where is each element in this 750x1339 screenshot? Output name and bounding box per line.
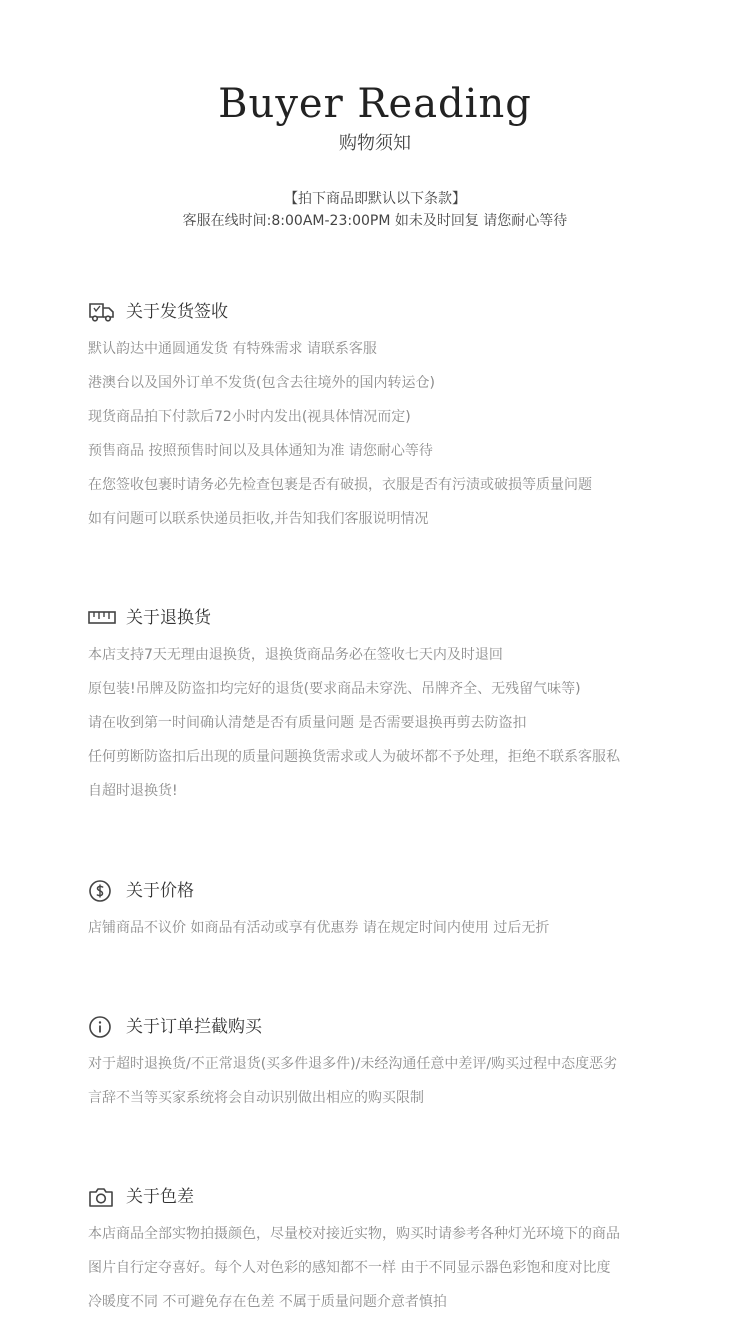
section-price <box>88 877 688 945</box>
section-line: 店铺商品不议价 如商品有活动或享有优惠券 请在规定时间内使用 过后无折 <box>88 920 550 936</box>
section-line: 请在收到第一时间确认清楚是否有质量问题 是否需要退换再剪去防盗扣 <box>88 715 527 731</box>
section-title: 关于价格 <box>126 881 194 901</box>
service-hours-line: 客服在线时间:8:00AM-23:00PM 如未及时回复 请您耐心等待 <box>182 213 568 229</box>
info-icon <box>88 1015 116 1039</box>
section-line: 自超时退换货! <box>88 783 178 799</box>
section-line: 预售商品 按照预售时间以及具体通知为准 请您耐心等待 <box>88 443 433 459</box>
section-order-restriction <box>88 1013 688 1115</box>
section-header <box>88 1013 688 1041</box>
section-title: 关于订单拦截购买 <box>126 1017 262 1037</box>
section-line: 任何剪断防盗扣后出现的质量问题换货需求或人为破坏都不予处理，拒绝不联系客服私 <box>88 749 620 765</box>
section-line: 本店商品全部实物拍摄颜色，尽量校对接近实物，购买时请参考各种灯光环境下的商品 <box>88 1226 620 1242</box>
section-line: 对于超时退换货/不正常退货(买多件退多件)/未经沟通任意中差评/购买过程中态度恶劣 <box>88 1056 618 1072</box>
section-line: 原包装!吊牌及防盗扣均完好的退货(要求商品未穿洗、吊牌齐全、无残留气味等) <box>88 681 581 697</box>
section-line: 本店支持7天无理由退换货，退换货商品务必在签收七天内及时退回 <box>88 647 503 663</box>
section-title: 关于色差 <box>126 1187 194 1207</box>
section-header <box>88 877 688 905</box>
section-line: 言辞不当等买家系统将会自动识别做出相应的购买限制 <box>88 1090 424 1106</box>
section-header <box>88 298 688 326</box>
section-color-difference <box>88 1183 688 1319</box>
camera-icon <box>88 1185 116 1209</box>
section-header <box>88 604 688 632</box>
page-title: Buyer Reading <box>218 81 532 127</box>
section-line: 现货商品拍下付款后72小时内发出(视具体情况而定) <box>88 409 411 425</box>
page-header <box>0 80 750 156</box>
section-line: 在您签收包裹时请务必先检查包裹是否有破损，衣服是否有污渍或破损等质量问题 <box>88 477 592 493</box>
section-line: 默认韵达中通圆通发货 有特殊需求 请联系客服 <box>88 341 377 357</box>
section-title: 关于退换货 <box>126 608 211 628</box>
delivery-truck-icon <box>88 300 116 324</box>
terms-notice <box>0 188 750 232</box>
section-title: 关于发货签收 <box>126 302 228 322</box>
section-line: 如有问题可以联系快递员拒收,并告知我们客服说明情况 <box>88 511 429 527</box>
section-line: 图片自行定夺喜好。每个人对色彩的感知都不一样 由于不同显示器色彩饱和度对比度 <box>88 1260 611 1276</box>
section-line: 港澳台以及国外订单不发货(包含去往境外的国内转运仓) <box>88 375 435 391</box>
dollar-icon <box>88 879 116 903</box>
ruler-icon <box>88 606 116 630</box>
terms-notice-line: 【拍下商品即默认以下条款】 <box>284 191 466 207</box>
section-returns <box>88 604 688 808</box>
section-header <box>88 1183 688 1211</box>
page-subtitle: 购物须知 <box>339 133 411 154</box>
section-shipping <box>88 298 688 536</box>
section-line: 冷暖度不同 不可避免存在色差 不属于质量问题介意者慎拍 <box>88 1294 447 1310</box>
